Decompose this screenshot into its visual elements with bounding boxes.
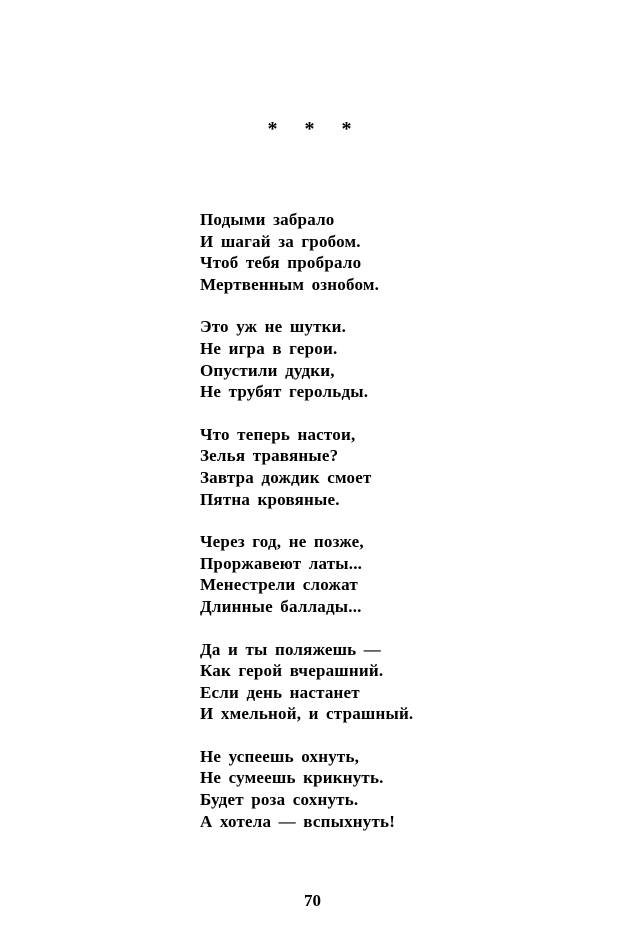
poem-line: Завтра дождик смоет [200, 467, 372, 487]
poem-line: Это уж не шутки. [200, 317, 347, 337]
stanza [200, 639, 600, 725]
poem-line: Мертвенным ознобом. [200, 274, 380, 294]
poem-line: Длинные баллады... [200, 596, 362, 616]
poem [200, 209, 600, 853]
poem-line: Как герой вчерашний. [200, 661, 384, 681]
poem-line: Менестрели сложат [200, 575, 358, 595]
poem-line: Проржавеют латы... [200, 553, 363, 573]
poem-line: И шагай за гробом. [200, 231, 361, 251]
poem-line: Будет роза сохнуть. [200, 790, 359, 810]
stanza [200, 316, 600, 402]
poem-line: Чтоб тебя пробрало [200, 253, 362, 273]
poem-line: Опустили дудки, [200, 360, 335, 380]
section-ornament: * * * [267, 118, 358, 140]
poem-line: Подыми забрало [200, 210, 335, 229]
page-number: 70 [304, 891, 321, 910]
poem-line: Если день настанет [200, 682, 360, 702]
poem-line: Зелья травяные? [200, 446, 339, 466]
poem-line: Да и ты поляжешь — [200, 639, 382, 659]
poem-line: А хотела — вспыхнуть! [200, 811, 396, 831]
stanza [200, 209, 600, 295]
poem-line: И хмельной, и страшный. [200, 704, 414, 724]
poem-line: Не сумеешь крикнуть. [200, 768, 384, 788]
stanza [200, 531, 600, 617]
stanza [200, 424, 600, 510]
poem-line: Не игра в герои. [200, 338, 338, 358]
poem-line: Что теперь настои, [200, 424, 356, 444]
poem-line: Не успеешь охнуть, [200, 746, 360, 766]
poem-line: Пятна кровяные. [200, 489, 340, 509]
stanza [200, 746, 600, 832]
poem-line: Через год, не позже, [200, 532, 364, 552]
poem-line: Не трубят герольды. [200, 382, 369, 402]
